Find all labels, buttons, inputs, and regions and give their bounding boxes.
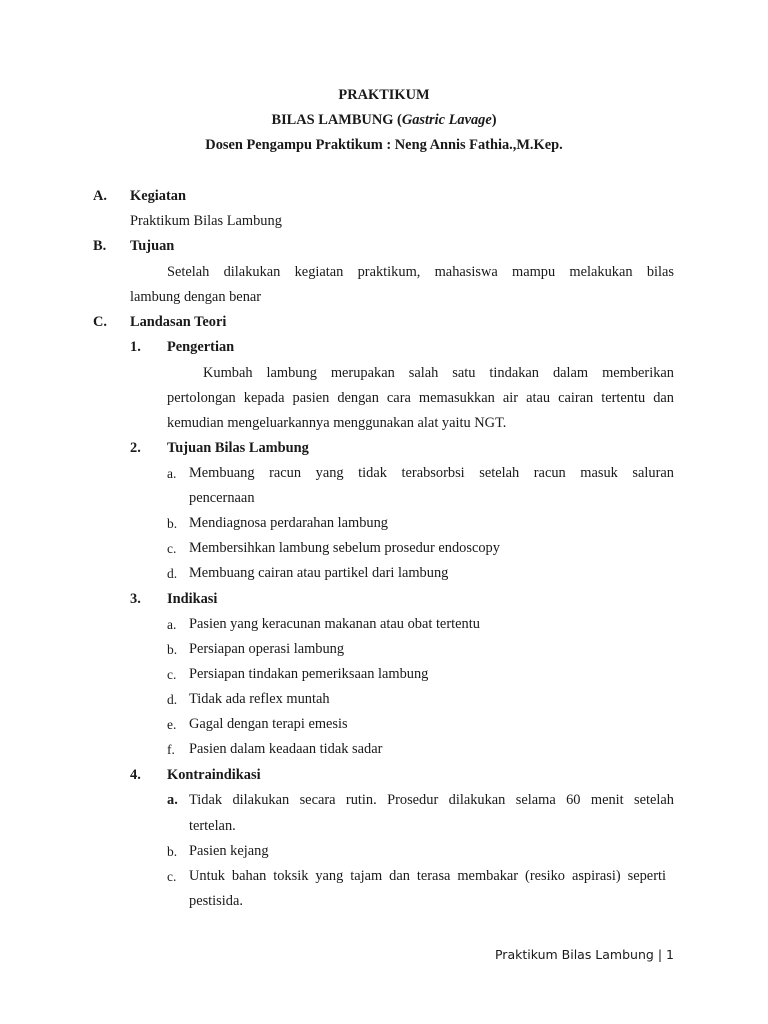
list-item-text-cont: tertelan. xyxy=(189,818,236,834)
section-c-letter: C. xyxy=(93,314,107,330)
list-item-letter: d. xyxy=(167,692,178,707)
list-item-letter: f. xyxy=(167,742,175,757)
subtitle-prefix: BILAS LAMBUNG ( xyxy=(271,112,402,128)
list-item-letter: d. xyxy=(167,566,178,581)
sub4-title: Kontraindikasi xyxy=(167,767,261,783)
list-item-text: Mendiagnosa perdarahan lambung xyxy=(189,515,389,531)
list-item-letter: b. xyxy=(167,642,178,657)
section-b-letter: B. xyxy=(93,238,107,254)
doc-lecturer: Dosen Pengampu Praktikum : Neng Annis Fathia.,M.Kep. xyxy=(205,137,563,153)
list-item-text: Tidak dilakukan secara rutin. Prosedur dilakukan selama 60 menit setelah xyxy=(189,792,674,808)
sub1-line2: pertolongan kepada pasien dengan cara memasukkan air atau cairan tertentu dan xyxy=(167,390,674,406)
list-item-letter: a. xyxy=(167,617,177,632)
doc-subtitle xyxy=(0,112,768,129)
sub3-title: Indikasi xyxy=(167,591,218,607)
page-footer xyxy=(495,947,674,962)
subtitle-italic: Gastric Lavage xyxy=(401,112,492,128)
section-b-title: Tujuan xyxy=(130,238,175,254)
section-b-body-line2: lambung dengan benar xyxy=(130,289,262,305)
list-item-letter: c. xyxy=(167,667,177,682)
sub2-num: 2. xyxy=(130,440,141,456)
list-item-letter: b. xyxy=(167,844,178,859)
list-item-text: Membuang racun yang tidak terabsorbsi setelah racun masuk saluran xyxy=(189,465,674,481)
sub2-title: Tujuan Bilas Lambung xyxy=(167,440,309,456)
section-a-letter: A. xyxy=(93,188,107,204)
page-number: 1 xyxy=(666,947,674,962)
list-item-text: Pasien kejang xyxy=(189,843,269,859)
footer-label: Praktikum Bilas Lambung xyxy=(494,947,654,962)
section-a-title: Kegiatan xyxy=(130,188,186,204)
sub1-line1: Kumbah lambung merupakan salah satu tindakan dalam memberikan xyxy=(203,365,674,381)
list-item-text: Tidak ada reflex muntah xyxy=(189,691,330,707)
list-item-letter: c. xyxy=(167,541,177,556)
list-item-text-cont: pestisida. xyxy=(189,893,243,909)
list-item-letter: a. xyxy=(167,792,178,808)
subtitle-suffix: ) xyxy=(491,112,497,128)
list-item-letter: a. xyxy=(167,466,177,481)
doc-title: PRAKTIKUM xyxy=(338,87,430,103)
sub1-line3: kemudian mengeluarkannya menggunakan alat yaitu NGT. xyxy=(167,415,507,431)
list-item-text: Membuang cairan atau partikel dari lambung xyxy=(189,565,449,581)
list-item-text: Gagal dengan terapi emesis xyxy=(189,716,348,732)
list-item-text: Membersihkan lambung sebelum prosedur endoscopy xyxy=(189,540,500,556)
list-item-text: Pasien dalam keadaan tidak sadar xyxy=(189,741,383,757)
section-a-body: Praktikum Bilas Lambung xyxy=(130,213,282,229)
list-item-letter: c. xyxy=(167,869,177,884)
sub1-title: Pengertian xyxy=(167,339,235,355)
list-item-text: Persiapan operasi lambung xyxy=(189,641,345,657)
list-item-letter: b. xyxy=(167,516,178,531)
section-c-title: Landasan Teori xyxy=(130,314,227,330)
list-item-text-cont: pencernaan xyxy=(189,490,255,506)
footer-separator: | xyxy=(657,947,663,962)
sub4-num: 4. xyxy=(130,767,141,783)
list-item-text: Pasien yang keracunan makanan atau obat tertentu xyxy=(189,616,480,632)
list-item-text: Persiapan tindakan pemeriksaan lambung xyxy=(189,666,429,682)
sub1-num: 1. xyxy=(130,339,141,355)
sub3-num: 3. xyxy=(130,591,141,607)
section-b-body-line1: Setelah dilakukan kegiatan praktikum, mahasiswa mampu melakukan bilas xyxy=(167,264,674,280)
list-item-text: Untuk bahan toksik yang tajam dan terasa membakar (resiko aspirasi) seperti xyxy=(189,868,666,884)
list-item-letter: e. xyxy=(167,717,177,732)
